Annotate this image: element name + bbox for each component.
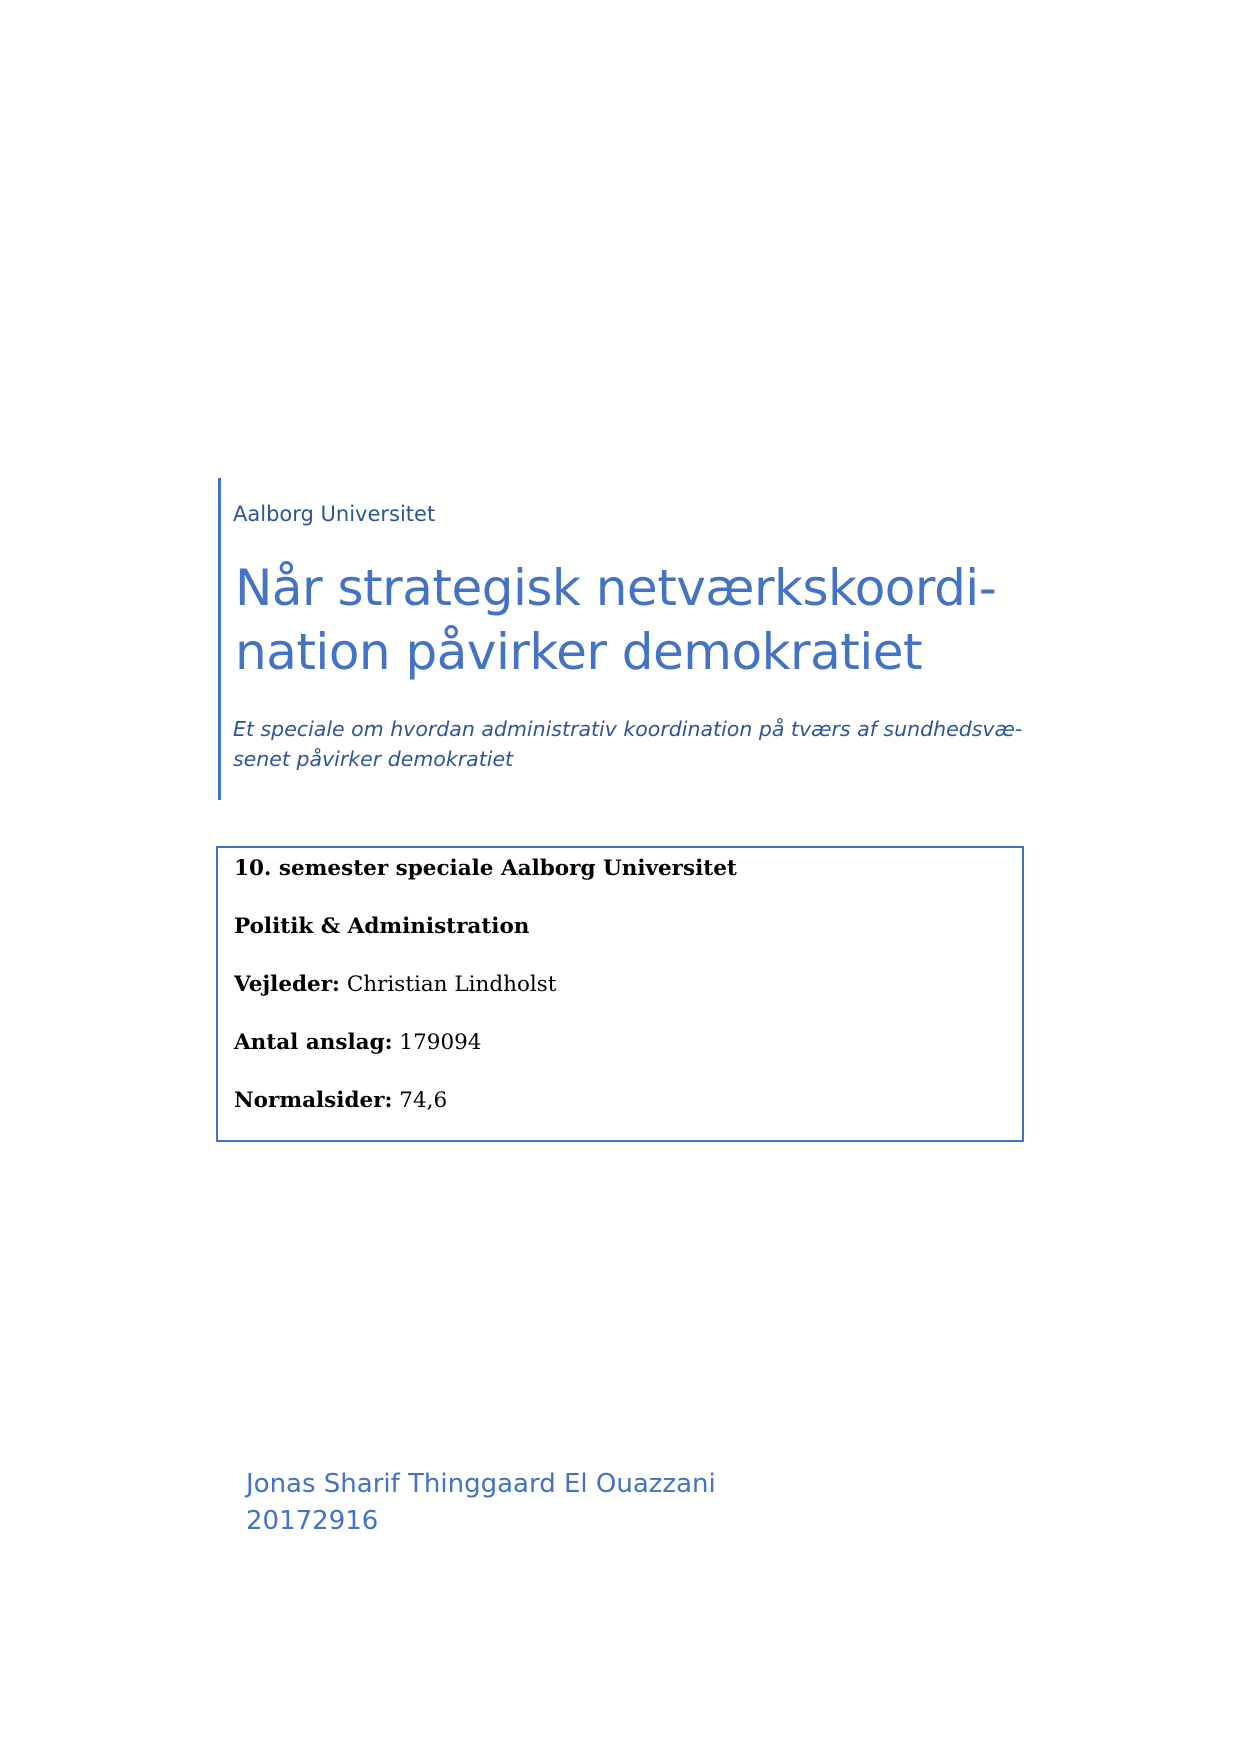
student-id: 20172916: [246, 1506, 379, 1536]
supervisor-label: Vejleder:: [234, 972, 340, 997]
university-name: Aalborg Universitet: [233, 502, 436, 526]
title-line-2: nation påvirker demokratiet: [235, 623, 923, 681]
semester-text: 10. semester speciale Aalborg Universitet: [234, 856, 737, 881]
supervisor-value: Christian Lindholst: [346, 972, 557, 997]
subtitle-line-2: senet påvirker demokratiet: [233, 747, 514, 771]
pages-label: Normalsider:: [234, 1088, 393, 1113]
semester-line: [234, 856, 737, 881]
document-subtitle: [233, 714, 1033, 774]
title-line-1: Når strategisk netværkskoordi-: [235, 559, 997, 617]
info-box: [216, 846, 1024, 1142]
title-block: [218, 478, 1038, 800]
document-title: [235, 556, 1035, 684]
author-block: [246, 1466, 716, 1540]
pages-value: 74,6: [399, 1088, 448, 1113]
characters-value: 179094: [399, 1030, 482, 1055]
program-line: [234, 914, 529, 939]
pages-line: [234, 1088, 447, 1113]
supervisor-line: [234, 972, 556, 997]
subtitle-line-1: Et speciale om hvordan administrativ koordination på tværs af sundhedsvæ-: [233, 717, 1023, 741]
program-text: Politik & Administration: [234, 914, 530, 939]
author-name: Jonas Sharif Thinggaard El Ouazzani: [246, 1469, 716, 1499]
characters-line: [234, 1030, 481, 1055]
characters-label: Antal anslag:: [234, 1030, 393, 1055]
